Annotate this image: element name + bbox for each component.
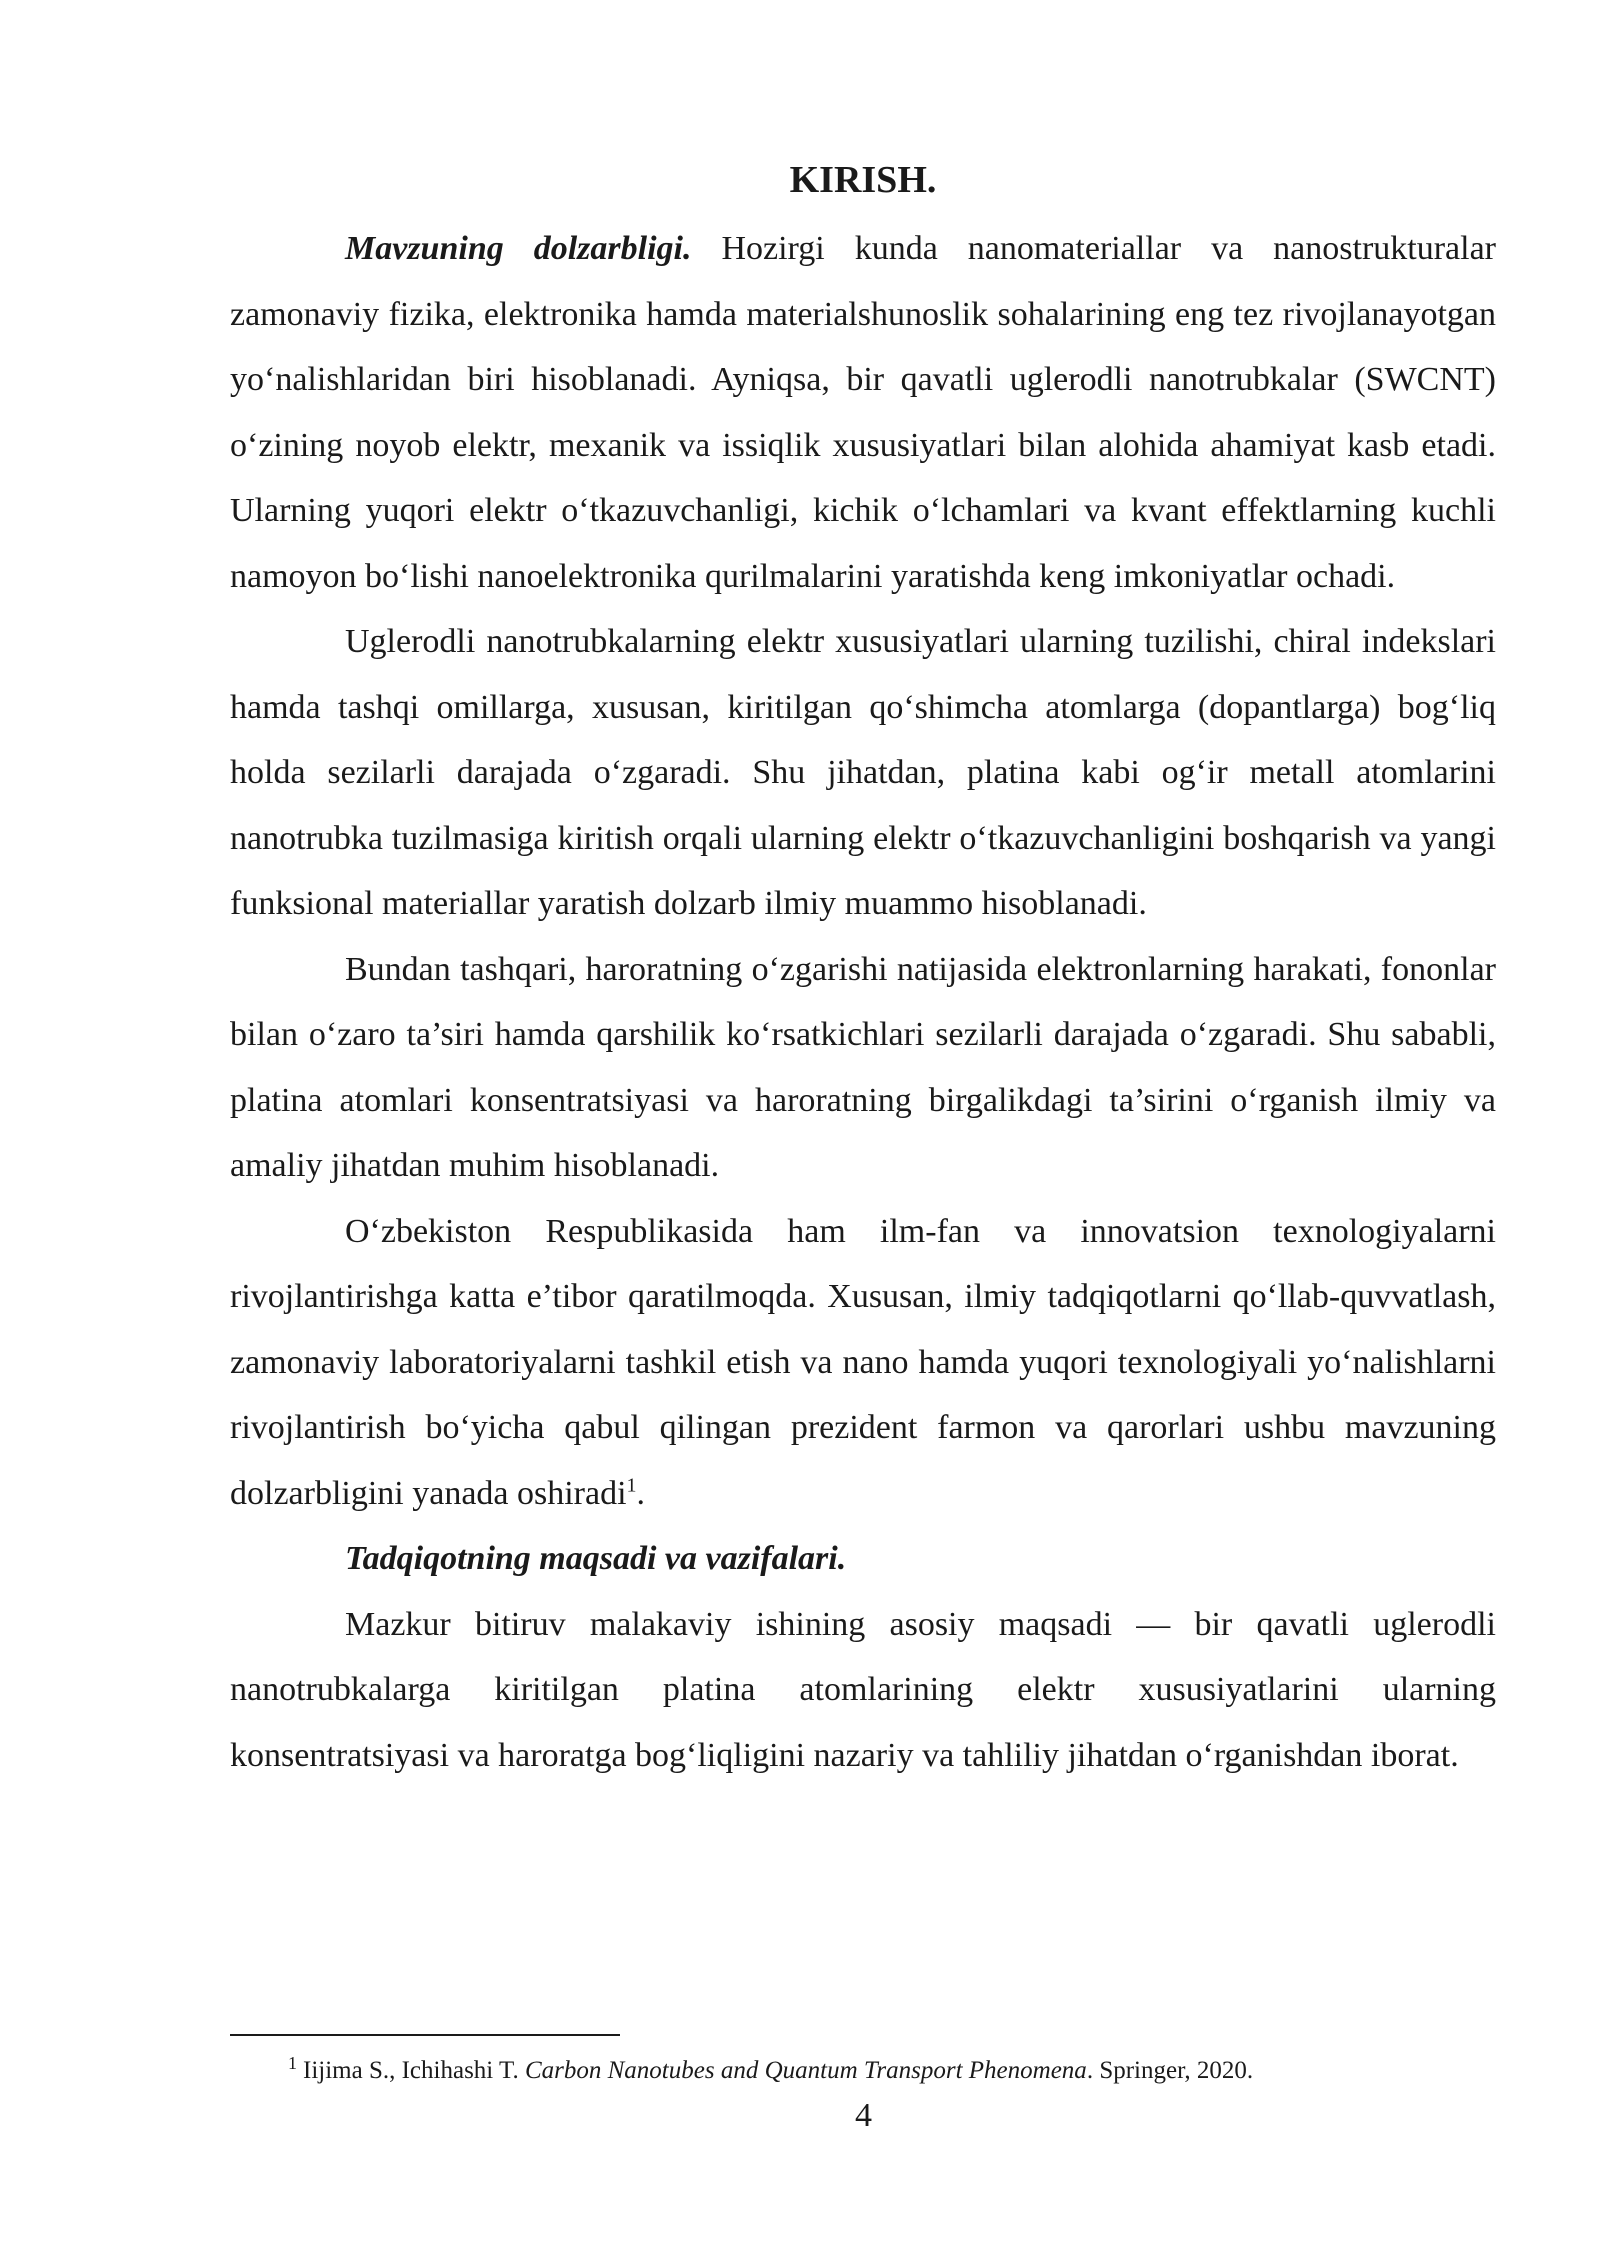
paragraph-lead-relevance: Mavzuning dolzarbligi. [345, 230, 692, 267]
document-body [230, 150, 1496, 1788]
paragraph-end: . [636, 1474, 646, 1512]
footnote-title: Carbon Nanotubes and Quantum Transport Phenomena [524, 2057, 1087, 2084]
footnote-publisher: . Springer, 2020. [1086, 2057, 1254, 2084]
footnote-mark: 1 [288, 2052, 297, 2073]
section-heading: KIRISH. [789, 159, 937, 201]
page-number: 4 [855, 2097, 872, 2134]
paragraph-goal: Mazkur bitiruv malakaviy ishining asosiy maqsadi — bir qavatli uglerodli nanotrubkalarga kiritilgan platina atomlarining elektr xususiyatlarini ularning konsentratsiyasi va haroratga bog‘liqligini nazariy va tahliliy jihatdan o‘rganishdan iborat. [230, 1605, 1496, 1774]
paragraph-uzbekistan [230, 1199, 1496, 1527]
paragraph-relevance [230, 216, 1496, 609]
footnote-reference[interactable]: 1 [626, 1474, 637, 1497]
paragraph-temperature: Bundan tashqari, haroratning o‘zgarishi natijasida elektronlarning harakati, fononlar bilan o‘zaro ta’siri hamda qarshilik ko‘rsatkichlari sezilarli darajada o‘zgaradi. Shu sababli, platina atomlari konsentratsiyasi va haroratning birgalikdagi ta’sirini o‘rganish ilmiy va amaliy jihatdan muhim hisoblanadi. [230, 950, 1496, 1184]
footnote [288, 2054, 1488, 2088]
subheading-goals: Tadqiqotning maqsadi va vazifalari. [345, 1540, 847, 1577]
paragraph-text: O‘zbekiston Respublikasida ham ilm-fan va innovatsion texnologiyalarni rivojlantirishga katta e’tibor qaratilmoqda. Xususan, ilmiy tadqiqotlarni qo‘llab-quvvatlash, zamonaviy laboratoriyalarni tashkil etish va nano hamda yuqori texnologiyali yo‘nalishlarni rivojlantirish bo‘yicha qabul qilingan prezident farmon va qarorlari ushbu mavzuning dolzarbligini yanada oshiradi [230, 1212, 1496, 1512]
footnote-separator [230, 2034, 620, 2036]
paragraph-electrical-properties: Uglerodli nanotrubkalarning elektr xususiyatlari ularning tuzilishi, chiral indekslari hamda tashqi omillarga, xususan, kiritilgan qo‘shimcha atomlarga (dopantlarga) bog‘liq holda sezilarli darajada o‘zgaradi. Shu jihatdan, platina kabi og‘ir metall atomlarini nanotrubka tuzilmasiga kiritish orqali ularning elektr o‘tkazuvchanligini boshqarish va yangi funksional materiallar yaratish dolzarb ilmiy muammo hisoblanadi. [230, 623, 1496, 922]
footnote-authors: Iijima S., Ichihashi T. [303, 2057, 525, 2084]
paragraph-text: Hozirgi kunda nanomateriallar va nanostrukturalar zamonaviy fizika, elektronika hamda materialshunoslik sohalarining eng tez rivojlanayotgan yo‘nalishlaridan biri hisoblanadi. Ayniqsa, bir qavatli uglerodli nanotrubkalar (SWCNT) o‘zining noyob elektr, mexanik va issiqlik xususiyatlari bilan alohida ahamiyat kasb etadi. Ularning yuqori elektr o‘tkazuvchanligi, kichik o‘lchamlari va kvant effektlarning kuchli namoyon bo‘lishi nanoelektronika qurilmalarini yaratishda keng imkoniyatlar ochadi. [230, 230, 1496, 595]
